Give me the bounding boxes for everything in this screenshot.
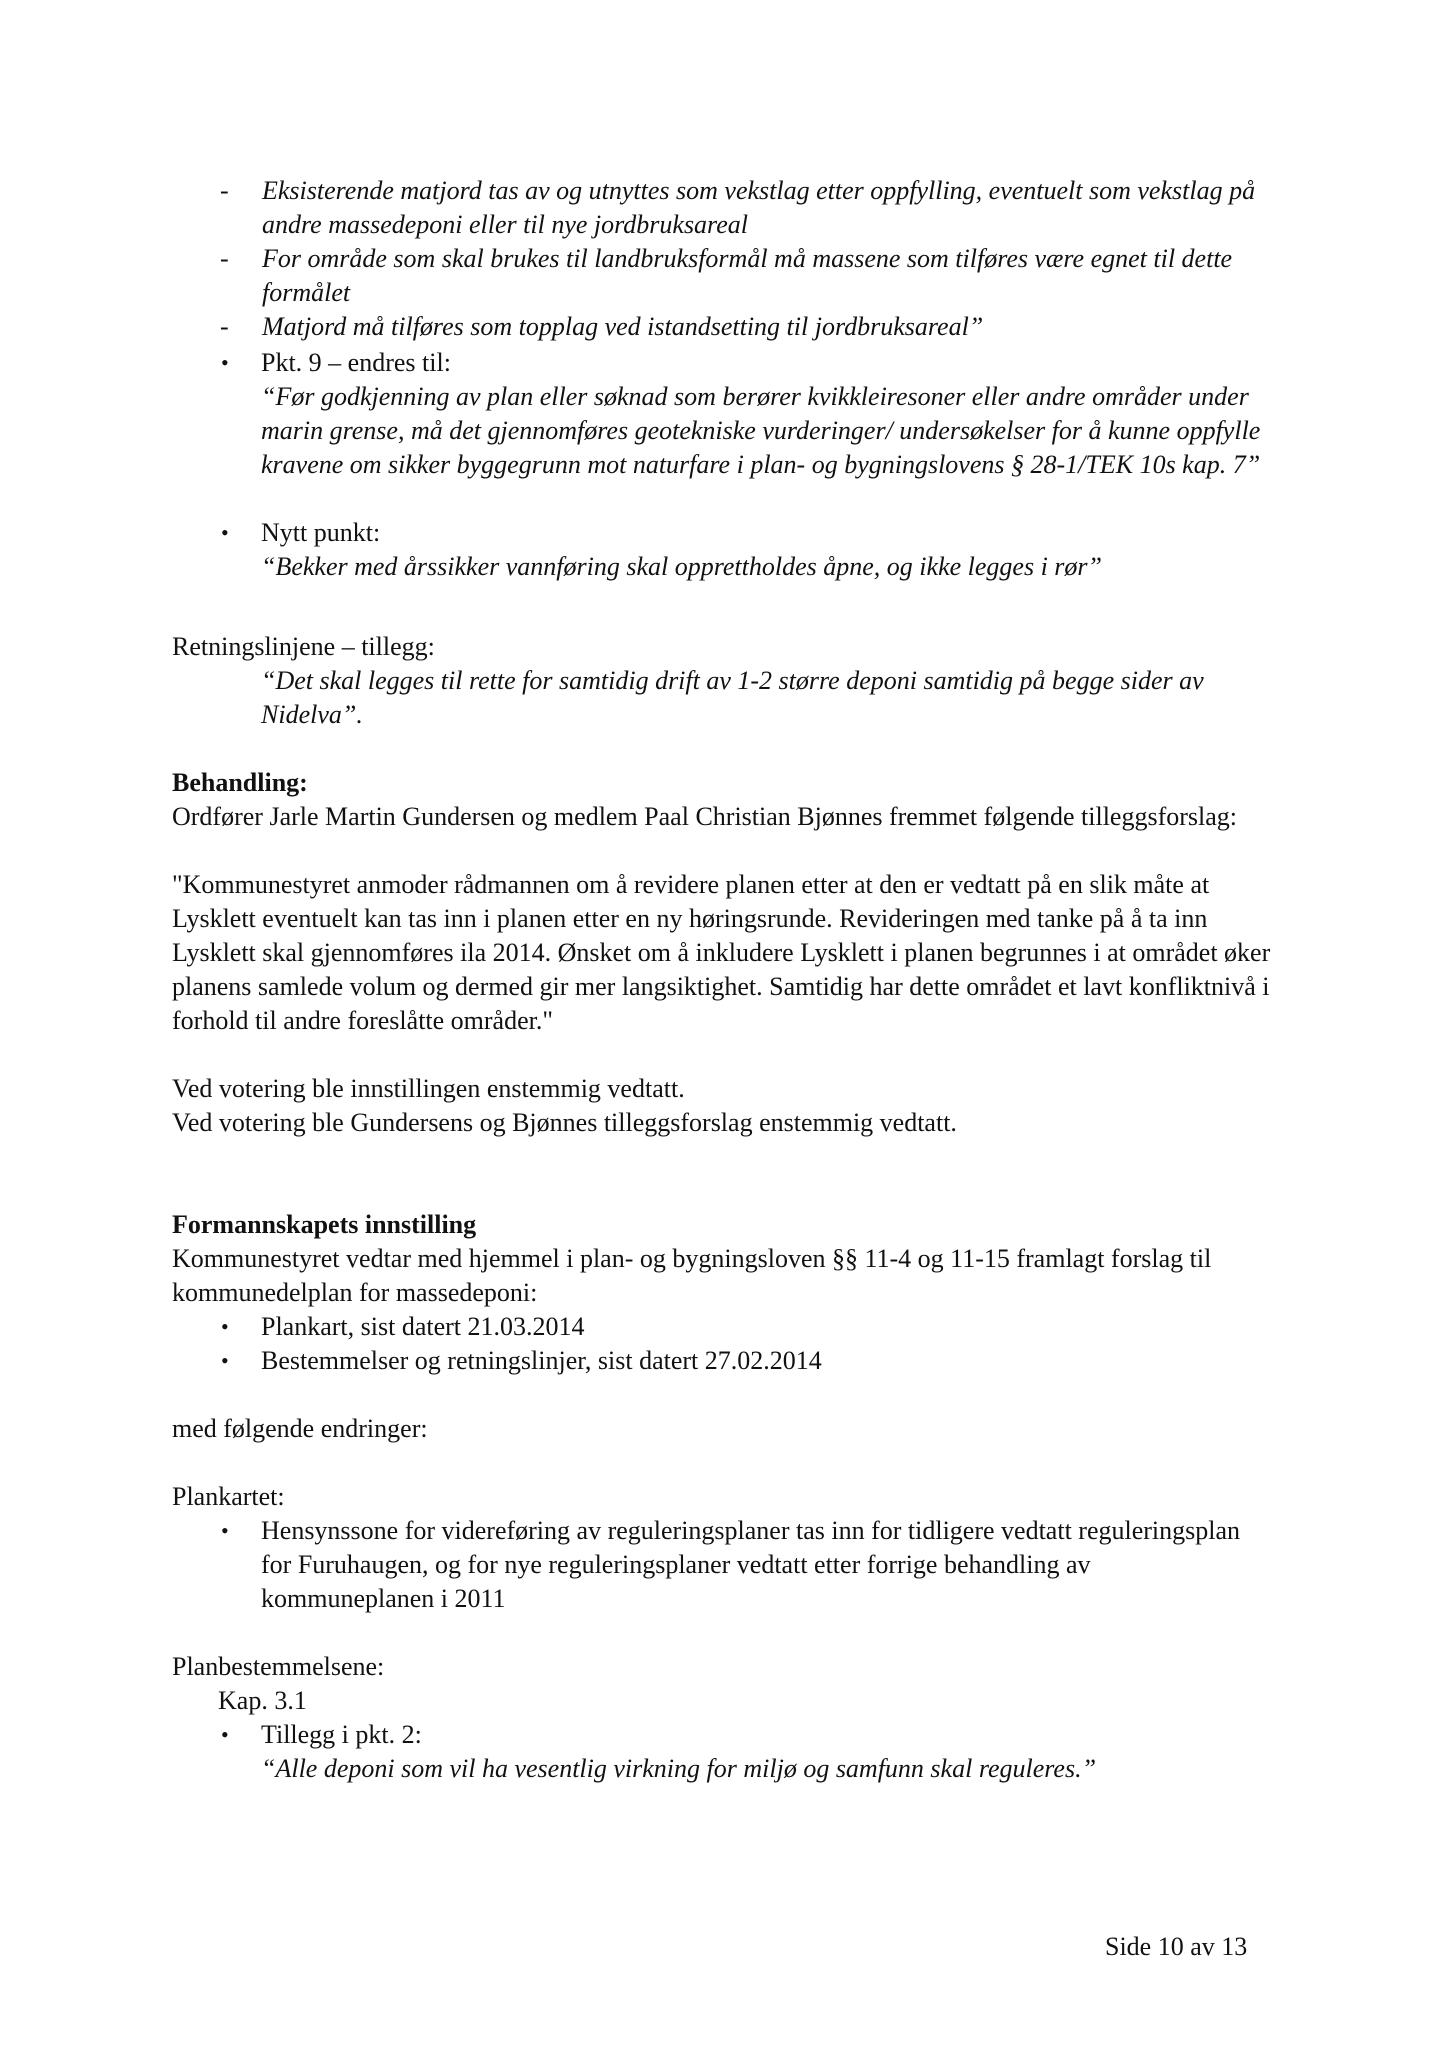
bullet-marker: • [221, 520, 229, 545]
bullet-label: Nytt punkt: [261, 518, 381, 547]
dash-item-text: Matjord må tilføres som topplag ved istandsetting til jordbruksareal” [262, 312, 984, 341]
vote-line: Ved votering ble Gundersens og Bjønnes tilleggsforslag enstemmig vedtatt. [172, 1108, 957, 1137]
behandling-intro: Ordfører Jarle Martin Gundersen og medlem Paal Christian Bjønnes fremmet følgende tilleggsforslag: [172, 802, 1237, 831]
bullet-label: Hensynssone for videreføring av reguleringsplaner tas inn for tidligere vedtatt reguleringsplan for Furuhaugen, og for nye reguleringsplaner vedtatt etter forrige behandling av kommuneplanen i 2011 [261, 1516, 1241, 1613]
bullet-label: Plankart, sist datert 21.03.2014 [261, 1312, 585, 1341]
bullet-item [221, 1344, 1261, 1378]
bullet-item [221, 1310, 1261, 1344]
bullet-marker: • [221, 1518, 229, 1543]
dash-marker: - [220, 244, 229, 273]
dash-item-text: Eksisterende matjord tas av og utnyttes som vekstlag etter oppfylling, eventuelt som vekstlag på andre massedeponi eller til nye jordbruksareal [262, 176, 1256, 239]
bullet-marker: • [221, 350, 229, 375]
behandling-heading: Behandling: [172, 768, 308, 797]
behandling-proposal: "Kommunestyret anmoder rådmannen om å revidere planen etter at den er vedtatt på en slik måte at Lysklett eventuelt kan tas inn i planen etter en ny høringsrunde. Revideringen med tanke på å ta inn Lysklett skal gjennomføres ila 2014. Ønsket om å inkludere Lysklett i planen begrunnes i at området øker planens samlede volum og dermed gir mer langsiktighet. Samtidig har dette området et lavt konfliktnivå i forhold til andre foreslåtte områder." [172, 870, 1271, 1035]
bullet-marker: • [221, 1348, 229, 1373]
dash-item [220, 242, 1262, 310]
retningslinjene-label: Retningslinjene – tillegg: [172, 632, 435, 661]
bullet-quote: “Bekker med årssikker vannføring skal opprettholdes åpne, og ikke legges i rør” [261, 552, 1102, 581]
bullet-item [221, 1718, 1261, 1786]
plankartet-label: Plankartet: [172, 1482, 285, 1511]
bullet-marker: • [221, 1722, 229, 1747]
bullet-marker: • [221, 1314, 229, 1339]
bullet-item [221, 1514, 1261, 1616]
dash-item-text: For område som skal brukes til landbruksformål må massene som tilføres være egnet til dette formålet [262, 244, 1233, 307]
kap-label: Kap. 3.1 [218, 1686, 307, 1715]
bullet-quote: “Alle deponi som vil ha vesentlig virkning for miljø og samfunn skal reguleres.” [261, 1754, 1097, 1783]
page-number: Side 10 av 13 [1105, 1932, 1248, 1961]
bullet-item [221, 346, 1261, 482]
formannskap-intro: Kommunestyret vedtar med hjemmel i plan- og bygningsloven §§ 11-4 og 11-15 framlagt forslag til kommunedelplan for massedeponi: [172, 1244, 1212, 1307]
dash-marker: - [220, 176, 229, 205]
dash-marker: - [220, 312, 229, 341]
vote-line: Ved votering ble innstillingen enstemmig vedtatt. [172, 1074, 685, 1103]
changes-line: med følgende endringer: [172, 1414, 428, 1443]
bullet-quote: “Før godkjenning av plan eller søknad som berører kvikkleiresoner eller andre områder under marin grense, må det gjennomføres geotekniske vurderinger/ undersøkelser for å kunne oppfylle kravene om sikker byggegrunn mot naturfare i plan- og bygningslovens § 28-1/TEK 10s kap. 7” [261, 382, 1261, 479]
bullet-label: Tillegg i pkt. 2: [261, 1720, 422, 1749]
bullet-item [221, 516, 1261, 584]
planbestemmelsene-label: Planbestemmelsene: [172, 1652, 385, 1681]
bullet-label: Pkt. 9 – endres til: [261, 348, 451, 377]
retningslinjene-quote: “Det skal legges til rette for samtidig drift av 1-2 større deponi samtidig på begge sider av Nidelva”. [261, 666, 1204, 729]
dash-item [220, 174, 1262, 242]
dash-item [220, 310, 1262, 344]
bullet-label: Bestemmelser og retningslinjer, sist datert 27.02.2014 [261, 1346, 822, 1375]
formannskap-heading: Formannskapets innstilling [172, 1210, 477, 1239]
